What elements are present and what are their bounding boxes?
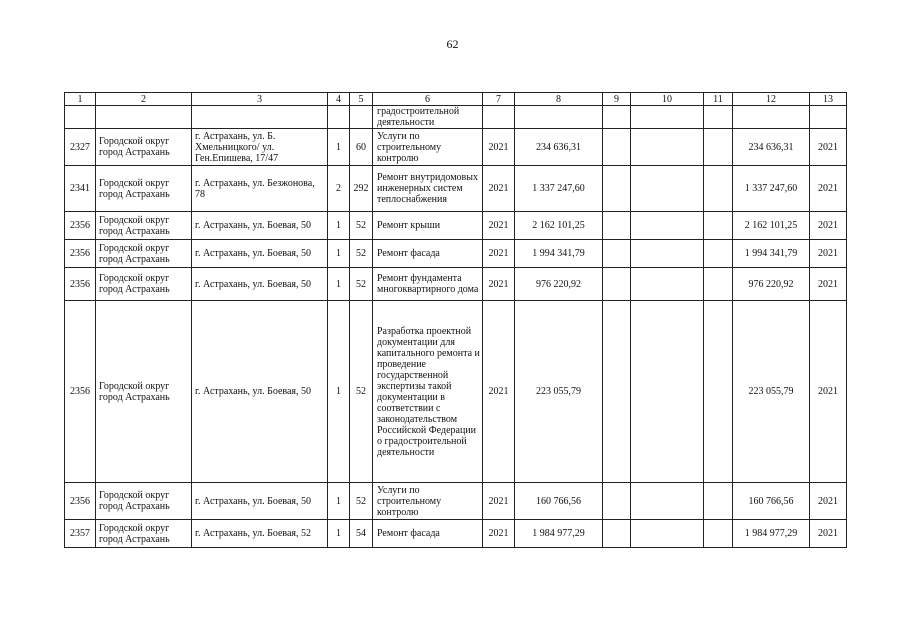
table-row (65, 212, 847, 240)
district-cell: Городской округ город Астрахань (96, 166, 192, 212)
total-cell: 1 984 977,29 (733, 520, 810, 548)
col9-cell (603, 520, 631, 548)
row-number-cell: 2327 (65, 129, 96, 166)
work-cell: Ремонт внутридомовых инженерных систем теплоснабжения (373, 166, 483, 212)
column-header: 9 (603, 93, 631, 106)
district-cell: Городской округ город Астрахань (96, 129, 192, 166)
year-cell: 2021 (483, 240, 515, 268)
cell (350, 106, 373, 129)
total-cell: 160 766,56 (733, 483, 810, 520)
column-header: 11 (704, 93, 733, 106)
cell (631, 106, 704, 129)
address-cell: г. Астрахань, ул. Безжонова, 78 (192, 166, 328, 212)
col5-cell: 52 (350, 240, 373, 268)
end-year-cell: 2021 (810, 212, 847, 240)
cell (733, 106, 810, 129)
end-year-cell: 2021 (810, 268, 847, 301)
total-cell: 976 220,92 (733, 268, 810, 301)
year-cell: 2021 (483, 520, 515, 548)
column-header: 1 (65, 93, 96, 106)
header-row (65, 93, 847, 106)
district-cell: Городской округ город Астрахань (96, 212, 192, 240)
col4-cell: 1 (328, 301, 350, 483)
end-year-cell: 2021 (810, 166, 847, 212)
col4-cell: 1 (328, 268, 350, 301)
amount-cell: 223 055,79 (515, 301, 603, 483)
col9-cell (603, 483, 631, 520)
district-cell: Городской округ город Астрахань (96, 301, 192, 483)
end-year-cell: 2021 (810, 301, 847, 483)
column-header: 13 (810, 93, 847, 106)
work-cell: Ремонт фасада (373, 240, 483, 268)
col5-cell: 60 (350, 129, 373, 166)
col5-cell: 54 (350, 520, 373, 548)
row-number-cell: 2356 (65, 301, 96, 483)
address-cell: г. Астрахань, ул. Боевая, 50 (192, 483, 328, 520)
cell (483, 106, 515, 129)
cell (515, 106, 603, 129)
col4-cell: 1 (328, 483, 350, 520)
year-cell: 2021 (483, 166, 515, 212)
row-number-cell: 2356 (65, 268, 96, 301)
col5-cell: 52 (350, 212, 373, 240)
row-number-cell: 2356 (65, 240, 96, 268)
amount-cell: 1 337 247,60 (515, 166, 603, 212)
amount-cell: 1 994 341,79 (515, 240, 603, 268)
col10-cell (631, 301, 704, 483)
table-row (65, 166, 847, 212)
work-cell: Ремонт фасада (373, 520, 483, 548)
total-cell: 223 055,79 (733, 301, 810, 483)
column-header: 8 (515, 93, 603, 106)
work-cell: Ремонт крыши (373, 212, 483, 240)
amount-cell: 1 984 977,29 (515, 520, 603, 548)
work-cell: Ремонт фундамента многоквартирного дома (373, 268, 483, 301)
column-header: 12 (733, 93, 810, 106)
column-header: 7 (483, 93, 515, 106)
col10-cell (631, 212, 704, 240)
col11-cell (704, 212, 733, 240)
work-cell: градостроительной деятельности (373, 106, 483, 129)
district-cell: Городской округ город Астрахань (96, 483, 192, 520)
col9-cell (603, 129, 631, 166)
cell (96, 106, 192, 129)
col10-cell (631, 240, 704, 268)
year-cell: 2021 (483, 301, 515, 483)
table-row (65, 520, 847, 548)
address-cell: г. Астрахань, ул. Боевая, 50 (192, 268, 328, 301)
total-cell: 2 162 101,25 (733, 212, 810, 240)
col11-cell (704, 483, 733, 520)
amount-cell: 976 220,92 (515, 268, 603, 301)
address-cell: г. Астрахань, ул. Боевая, 52 (192, 520, 328, 548)
col11-cell (704, 301, 733, 483)
col5-cell: 52 (350, 268, 373, 301)
column-header: 10 (631, 93, 704, 106)
col10-cell (631, 483, 704, 520)
col4-cell: 1 (328, 212, 350, 240)
cell (810, 106, 847, 129)
work-cell: Услуги по строительному контролю (373, 483, 483, 520)
cell (603, 106, 631, 129)
total-cell: 234 636,31 (733, 129, 810, 166)
year-cell: 2021 (483, 483, 515, 520)
cell (328, 106, 350, 129)
amount-cell: 2 162 101,25 (515, 212, 603, 240)
col5-cell: 52 (350, 483, 373, 520)
year-cell: 2021 (483, 268, 515, 301)
total-cell: 1 337 247,60 (733, 166, 810, 212)
column-header: 4 (328, 93, 350, 106)
table-row (65, 301, 847, 483)
address-cell: г. Астрахань, ул. Боевая, 50 (192, 212, 328, 240)
col9-cell (603, 301, 631, 483)
col10-cell (631, 166, 704, 212)
district-cell: Городской округ город Астрахань (96, 240, 192, 268)
col5-cell: 52 (350, 301, 373, 483)
work-cell: Услуги по строительному контролю (373, 129, 483, 166)
end-year-cell: 2021 (810, 520, 847, 548)
page-number: 62 (446, 37, 459, 51)
col4-cell: 1 (328, 520, 350, 548)
col11-cell (704, 268, 733, 301)
row-number-cell: 2356 (65, 212, 96, 240)
col9-cell (603, 268, 631, 301)
row-number-cell: 2357 (65, 520, 96, 548)
col11-cell (704, 240, 733, 268)
year-cell: 2021 (483, 212, 515, 240)
year-cell: 2021 (483, 129, 515, 166)
col4-cell: 2 (328, 166, 350, 212)
col4-cell: 1 (328, 240, 350, 268)
total-cell: 1 994 341,79 (733, 240, 810, 268)
col10-cell (631, 268, 704, 301)
end-year-cell: 2021 (810, 483, 847, 520)
cell (65, 106, 96, 129)
address-cell: г. Астрахань, ул. Б. Хмельницкого/ ул. Ген.Епишева, 17/47 (192, 129, 328, 166)
col5-cell: 292 (350, 166, 373, 212)
column-header: 2 (96, 93, 192, 106)
district-cell: Городской округ город Астрахань (96, 268, 192, 301)
address-cell: г. Астрахань, ул. Боевая, 50 (192, 240, 328, 268)
table-row (65, 129, 847, 166)
table-row (65, 268, 847, 301)
col10-cell (631, 520, 704, 548)
row-number-cell: 2341 (65, 166, 96, 212)
register-table (64, 92, 847, 548)
col9-cell (603, 166, 631, 212)
col11-cell (704, 129, 733, 166)
end-year-cell: 2021 (810, 129, 847, 166)
work-cell: Разработка проектной документации для капитального ремонта и проведение государственной экспертизы такой документации в соответствии с законодательством Российской Федерации о градостроительной деятельности (373, 301, 483, 483)
col9-cell (603, 240, 631, 268)
address-cell: г. Астрахань, ул. Боевая, 50 (192, 301, 328, 483)
cell (704, 106, 733, 129)
column-header: 5 (350, 93, 373, 106)
continuation-row (65, 106, 847, 129)
column-header: 3 (192, 93, 328, 106)
col9-cell (603, 212, 631, 240)
table-row (65, 240, 847, 268)
col4-cell: 1 (328, 129, 350, 166)
col11-cell (704, 166, 733, 212)
table-row (65, 483, 847, 520)
column-header: 6 (373, 93, 483, 106)
cell (192, 106, 328, 129)
district-cell: Городской округ город Астрахань (96, 520, 192, 548)
amount-cell: 234 636,31 (515, 129, 603, 166)
end-year-cell: 2021 (810, 240, 847, 268)
row-number-cell: 2356 (65, 483, 96, 520)
col10-cell (631, 129, 704, 166)
amount-cell: 160 766,56 (515, 483, 603, 520)
col11-cell (704, 520, 733, 548)
